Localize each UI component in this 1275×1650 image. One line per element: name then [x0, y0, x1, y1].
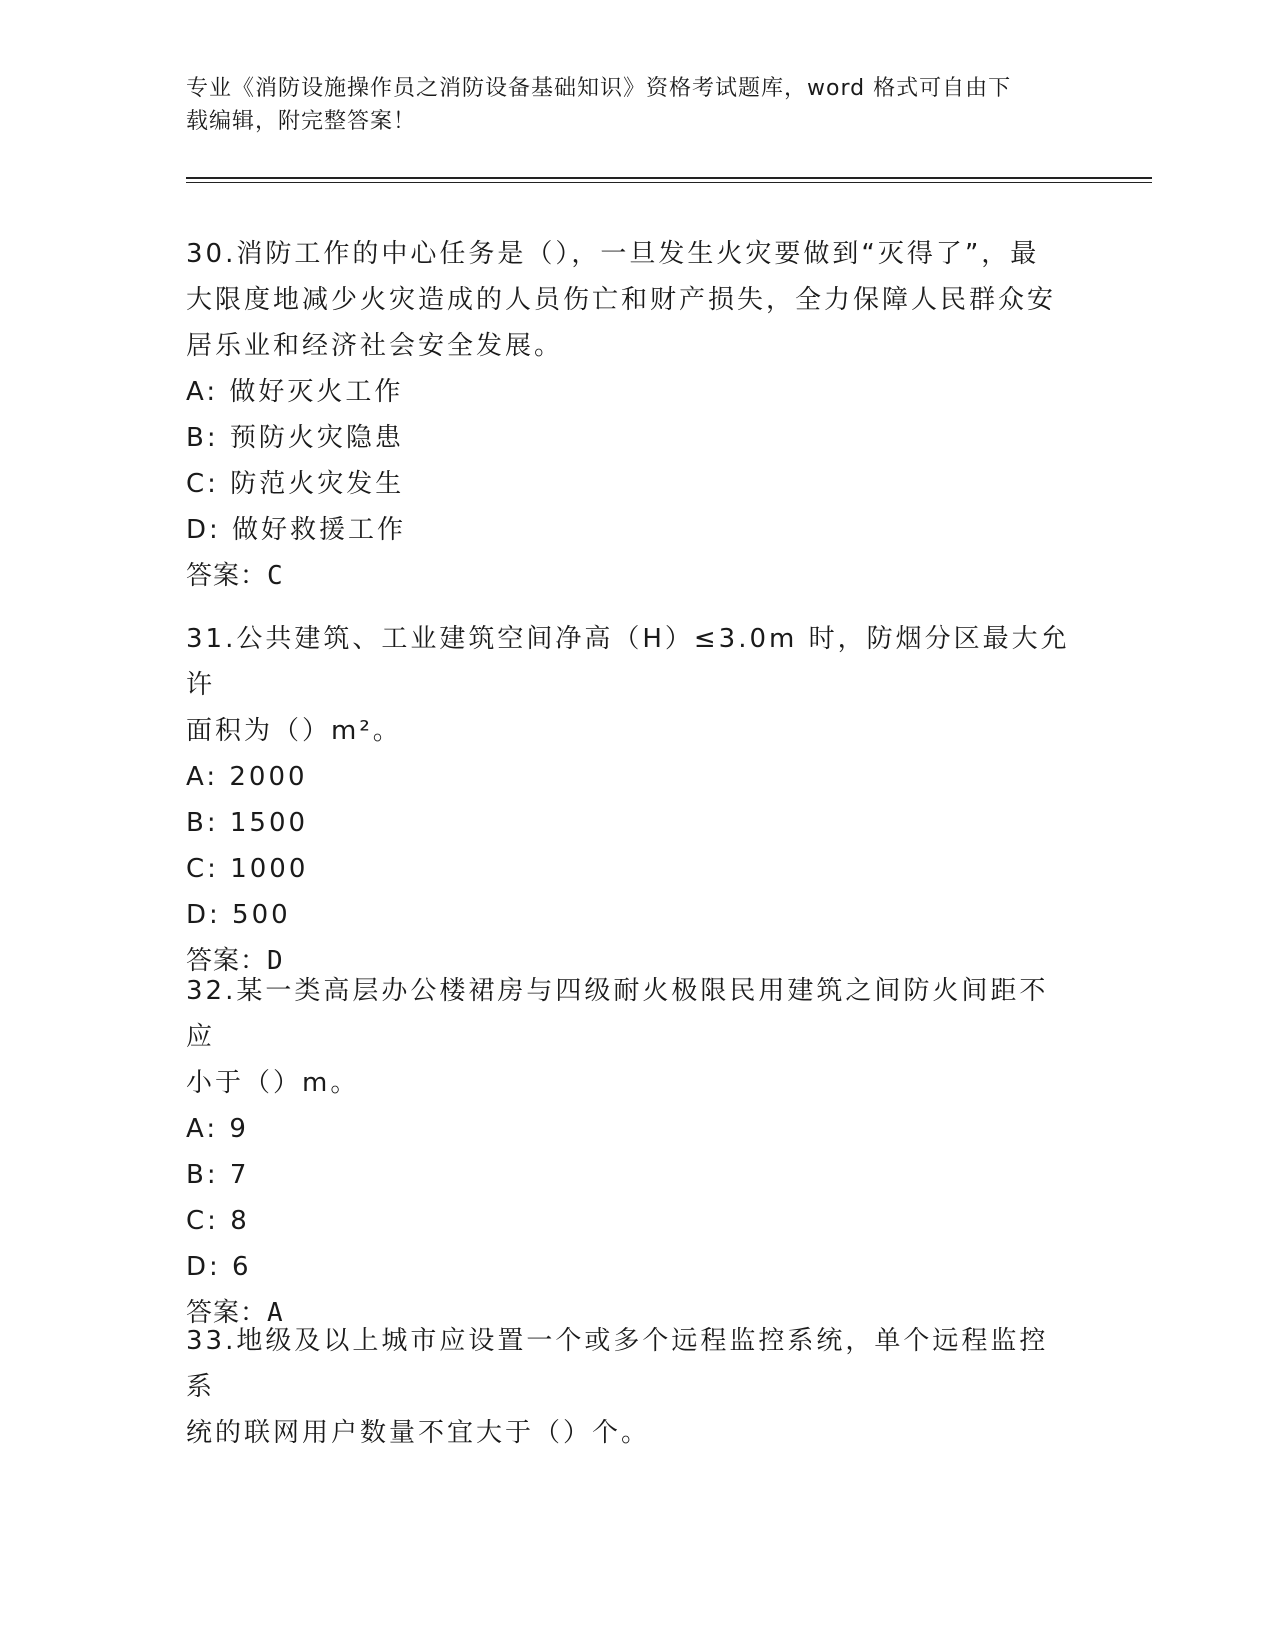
- answer-value: A: [267, 1298, 284, 1328]
- option-b: [186, 1152, 1076, 1198]
- document-header: [186, 72, 1066, 138]
- option-text: 预防火灾隐患: [229, 423, 404, 453]
- option-a: [186, 369, 1076, 415]
- option-letter: D:: [186, 1252, 221, 1282]
- question-stem-line: 面积为（）m²。: [186, 716, 402, 746]
- question-stem-line: 统的联网用户数量不宜大于（）个。: [186, 1418, 651, 1448]
- option-text: 500: [232, 900, 291, 930]
- option-text: 1500: [229, 808, 309, 838]
- option-text: 做好灭火工作: [229, 377, 404, 407]
- option-text: 7: [229, 1160, 250, 1190]
- question-31: [186, 616, 1076, 984]
- question-stem-line: 31.公共建筑、工业建筑空间净高（H）≤3.0m 时，防烟分区最大允许: [186, 624, 1070, 700]
- option-c: [186, 846, 1076, 892]
- answer-label: 答案：: [186, 1298, 268, 1328]
- option-text: 1000: [230, 854, 309, 884]
- answer-label: 答案：: [186, 946, 268, 976]
- option-c: [186, 1198, 1076, 1244]
- question-stem-line: 30.消防工作的中心任务是（），一旦发生火灾要做到“灭得了”，最: [186, 239, 1040, 269]
- question-stem-line: 32.某一类高层办公楼裙房与四级耐火极限民用建筑之间防火间距不应: [186, 976, 1049, 1052]
- option-d: [186, 1244, 1076, 1290]
- option-letter: D:: [186, 515, 221, 545]
- option-c: [186, 461, 1076, 507]
- question-stem-line: 小于（）m。: [186, 1068, 360, 1098]
- option-letter: A:: [186, 377, 219, 407]
- question-32: [186, 968, 1076, 1336]
- answer-value: D: [267, 946, 284, 976]
- header-divider-thin: [186, 182, 1152, 183]
- question-30: [186, 231, 1076, 599]
- option-text: 2000: [229, 762, 308, 792]
- option-letter: C:: [186, 1206, 219, 1236]
- question-33: [186, 1318, 1076, 1456]
- option-text: 8: [230, 1206, 250, 1236]
- question-stem-line: 33.地级及以上城市应设置一个或多个远程监控系统，单个远程监控系: [186, 1326, 1049, 1402]
- header-line-2: 载编辑，附完整答案！: [186, 109, 417, 134]
- option-letter: B:: [186, 808, 219, 838]
- answer-label: 答案：: [186, 561, 268, 591]
- answer-line: [186, 553, 1076, 599]
- question-stem-line: 大限度地减少火灾造成的人员伤亡和财产损失，全力保障人民群众安: [186, 285, 1057, 315]
- option-d: [186, 892, 1076, 938]
- header-line-1: 专业《消防设施操作员之消防设备基础知识》资格考试题库，word 格式可自由下: [186, 76, 1012, 101]
- option-letter: A:: [186, 762, 219, 792]
- option-letter: A:: [186, 1114, 219, 1144]
- option-a: [186, 1106, 1076, 1152]
- option-d: [186, 507, 1076, 553]
- option-letter: C:: [186, 854, 219, 884]
- option-text: 6: [232, 1252, 252, 1282]
- option-b: [186, 415, 1076, 461]
- option-text: 防范火灾发生: [230, 469, 405, 499]
- option-letter: D:: [186, 900, 221, 930]
- option-text: 9: [229, 1114, 249, 1144]
- header-divider-thick: [186, 177, 1152, 179]
- answer-value: C: [267, 561, 284, 591]
- option-letter: B:: [186, 423, 219, 453]
- question-stem-line: 居乐业和经济社会安全发展。: [186, 331, 564, 361]
- option-letter: C:: [186, 469, 219, 499]
- option-letter: B:: [186, 1160, 219, 1190]
- option-text: 做好救援工作: [232, 515, 407, 545]
- option-a: [186, 754, 1076, 800]
- option-b: [186, 800, 1076, 846]
